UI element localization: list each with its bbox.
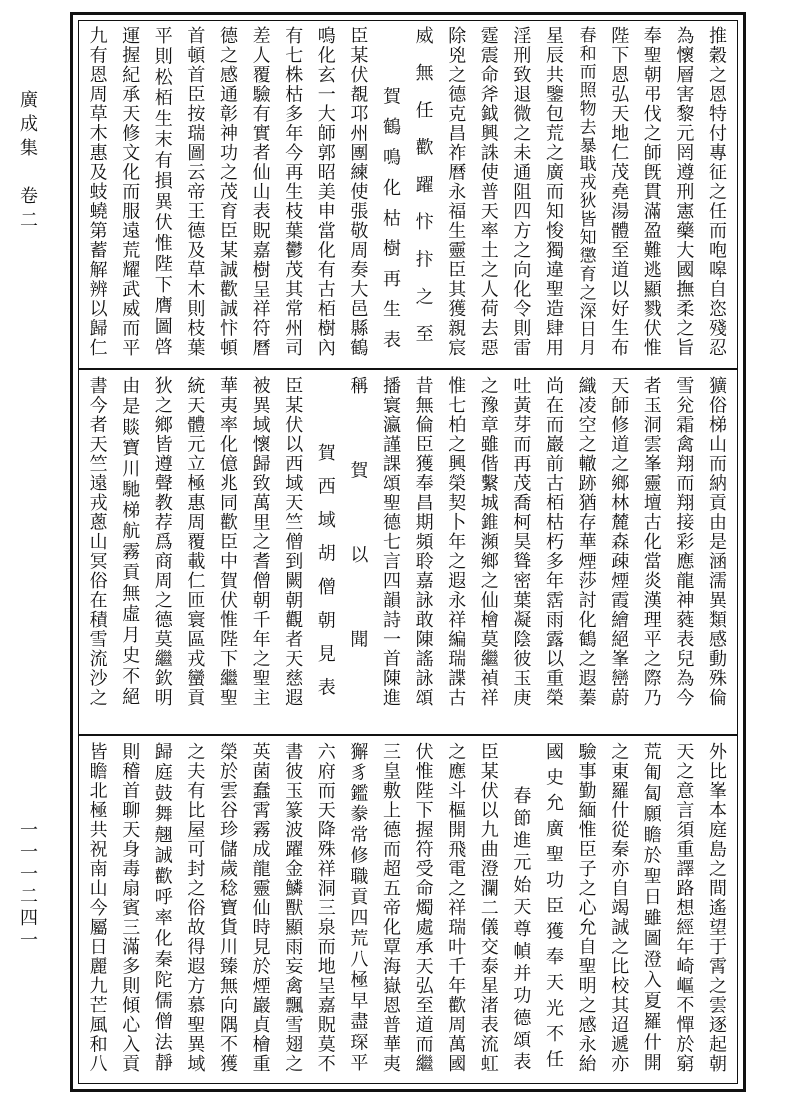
text-column: 皆瞻北極共祝南山今屬日麗九芒風和八 <box>86 742 108 1074</box>
text-column: 星辰共鑒包荒之廣而知悛獨違聖造肆用 <box>542 26 564 358</box>
text-column: 春節進元始天尊幀并功德頌表 <box>510 742 532 1075</box>
text-column: 九有恩周草木惠及蚑蟯第蓄解辨以歸仁 <box>86 26 108 358</box>
text-column: 鳴化玄一大師郭昭美申當化有古栢樹內 <box>314 26 336 358</box>
text-column: 之東羅什從秦亦自竭誠之比校其迢遞亦 <box>608 742 630 1074</box>
text-column: 國史允廣聖功臣獲奉天光不任 <box>542 742 564 1076</box>
text-column: 賀鶴鳴化枯樹再生表 <box>379 26 401 361</box>
text-column: 稱賀以聞 <box>347 376 369 714</box>
text-column: 除兇之德克昌祚曆永福生靈臣其獲親宸 <box>445 26 467 358</box>
text-column: 驗事勤緬惟臣子之心允自聖明之感永紿 <box>575 742 597 1074</box>
text-column: 之夫有比屋可封之俗故得遐方慕聖異域 <box>184 742 206 1074</box>
text-column: 統天體元立極惠周覆載仁匝寰區戎蠻貢 <box>184 376 206 708</box>
text-column: 天之意言須重譯路想經年崎嶇不憚於窮 <box>673 742 695 1074</box>
text-column: 平則松栢生末有損異伏惟陛下膺圖啓 <box>151 26 173 358</box>
panel-divider-2 <box>78 734 738 736</box>
text-column: 狄之鄉皆遵聲教荐爲商周之德莫繼欽明 <box>151 376 173 708</box>
text-column: 播寰瀛謹課頌聖德七言四韻詩一首陳進 <box>379 376 401 708</box>
text-column: 書彼玉篆波躍金鱗獸顯雨妄禽飄雪翅之 <box>282 742 304 1074</box>
text-column: 臣某伏覩邛州團練使張敬周奏大邑縣鶴 <box>347 26 369 358</box>
page-number: 一一一二四一 <box>17 820 38 952</box>
text-column: 春和而照物去暴戢戎狄皆知懲育之深日月 <box>575 26 596 357</box>
text-column: 則稽首聊天身毒扇賓三滿多則傾心入貢 <box>119 742 141 1074</box>
text-column: 荒匍匐願瞻於聖日雖圖澄入夏羅什開 <box>640 742 662 1074</box>
text-column: 外比峯本庭島之間遙望于霄之雲逐起朝 <box>705 742 727 1074</box>
text-column: 臣某伏以九曲澄瀾二儀交泰星渚表流虹 <box>477 742 499 1074</box>
text-column: 榮於雲谷珍儲歲稔寶貨川臻無向隅不獲 <box>216 742 238 1074</box>
text-column: 陛下恩弘天地仁茂堯湯體至道以好生布 <box>608 26 630 358</box>
text-column: 尚在而巖前古栢枯朽多年霑雨露以重榮 <box>542 376 564 708</box>
text-column: 德之感通彰神功之茂育臣某誠歡誠忭頓 <box>216 26 238 358</box>
text-column: 吐黃芽而再茂喬柯昊聳密葉凝陰彼玉庚 <box>510 376 532 708</box>
text-column: 被異域懷歸致萬里之耆僧朝千年之聖主 <box>249 376 271 708</box>
text-column: 首頓首臣按瑞圖云帝王德及草木則枝葉 <box>184 26 206 358</box>
text-column: 臣某伏以西域天竺僧到闕朝觀者天慈遐 <box>282 376 304 708</box>
text-column: 奉聖朝弔伐之師旣貫滿盈難逃顯戮伏惟 <box>640 26 662 358</box>
text-column: 雪兊霜禽翔而翔接彩應龍神蕤表兒為今 <box>673 376 695 708</box>
text-column: 之豫章雖偕繫城錐瀕鄉之仙檜莫繼禎祥 <box>477 376 499 708</box>
text-column: 歸庭鼓舞翹誠歡呼率化秦陀儒僧法靜 <box>151 742 173 1074</box>
text-column: 昔無倫臣獲奉昌期頻聆嘉詠敢陳謠詠頌 <box>412 376 434 708</box>
book-title: 廣成集 卷二 <box>17 90 38 234</box>
text-column: 推穀之恩特付專征之任而咆嗥自恣殘忍 <box>705 26 727 358</box>
text-column: 織凌空之轍跡猶存華煙莎討化鶴之遐蓁 <box>575 376 597 708</box>
text-column: 淫刑致退微之未通阻四方之向化令則雷 <box>510 26 532 358</box>
text-column: 霆震命斧鉞興誅使普天率土之人荷去惡 <box>477 26 499 358</box>
text-column: 者玉洞雲峯靈壇古化當炎漢理平之際乃 <box>640 376 662 708</box>
text-column: 書今者天竺遠戎蔥山冥俗在積雪流沙之 <box>86 376 108 708</box>
text-column: 六府而天降殊祥洞三泉而地呈嘉貺莫不 <box>314 742 336 1074</box>
text-column: 由是賧寶川馳梯航霧貢無虛月史不絕 <box>119 376 141 708</box>
panel-divider-1 <box>78 368 738 370</box>
text-column: 運握紀承天修文化而服遠荒耀武威而平 <box>119 26 141 358</box>
text-column: 天師修道之鄉林麓森疎煙霞繪絕峯巒蔚 <box>608 376 630 708</box>
text-column: 獬豸鑑豢常修職貢四荒八極早盡琛平 <box>347 742 369 1074</box>
text-column: 伏惟陛下握符受命燭處承天弘至道而繼 <box>412 742 434 1074</box>
text-column: 之應斗樞開飛電之祥瑞叶千年歡周萬國 <box>445 742 467 1074</box>
text-column: 差人覆驗有實者仙山表貺嘉樹呈祥符曆 <box>249 26 271 358</box>
text-column: 威無任歡躍忭抃之至 <box>412 26 434 362</box>
text-column: 英菌蠢霄霧成龍靈仙時見於煙巖貞檜重 <box>249 742 271 1074</box>
text-column: 賀西域胡僧朝見表 <box>314 376 336 711</box>
text-column: 惟七柏之興榮契卜年之遐永祥編瑞諜古 <box>445 376 467 708</box>
text-column: 有七株枯多年今再生枝葉鬱茂其常州司 <box>282 26 304 358</box>
text-column: 三皇敷上德而超五帝化覃海嶽恩普華夷 <box>379 742 401 1074</box>
text-column: 獷俗梯山而納貢由是涵濡異類感動殊倫 <box>705 376 727 708</box>
text-column: 華夷率化億兆同歡臣中賀伏惟陛下繼聖 <box>216 376 238 708</box>
text-column: 為懷層害黎元罔遵刑憲藥大國撫柔之旨 <box>673 26 695 358</box>
